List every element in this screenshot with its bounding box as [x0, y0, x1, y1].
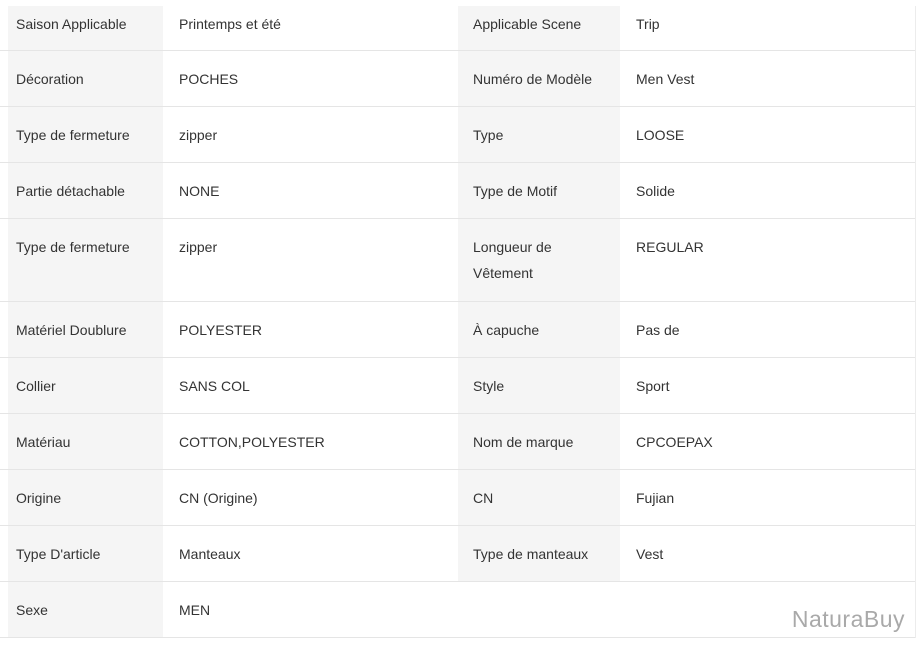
spec-label: Applicable Scene: [458, 6, 620, 50]
spec-label: Longueur de Vêtement: [458, 219, 620, 301]
spec-value: NONE: [179, 183, 220, 199]
spec-label: Type de fermeture: [8, 107, 163, 162]
spec-value: Pas de: [636, 322, 680, 338]
naturabuy-watermark: NaturaBuy: [791, 606, 905, 632]
spec-value: CN (Origine): [179, 490, 258, 506]
table-row: [0, 107, 915, 163]
spec-value: COTTON,POLYESTER: [179, 434, 325, 450]
spec-label: Type: [458, 107, 620, 162]
spec-label: Type de Motif: [458, 163, 620, 218]
table-row: [0, 51, 915, 107]
spec-label: Sexe: [8, 582, 163, 637]
spec-value: POLYESTER: [179, 322, 262, 338]
spec-label: Style: [458, 358, 620, 413]
spec-value: MEN: [179, 602, 211, 618]
table-row: [0, 6, 915, 51]
spec-label: Collier: [8, 358, 163, 413]
spec-label: Matériel Doublure: [8, 302, 163, 357]
spec-value: Trip: [636, 16, 660, 32]
spec-label: Numéro de Modèle: [458, 51, 620, 106]
spec-value: Men Vest: [636, 71, 695, 87]
spec-value: zipper: [179, 239, 218, 255]
spec-label: Type D'article: [8, 526, 163, 581]
spec-value: SANS COL: [179, 378, 250, 394]
spec-value: Solide: [636, 183, 675, 199]
spec-value: Sport: [636, 378, 670, 394]
spec-value: Manteaux: [179, 546, 241, 562]
spec-value: Fujian: [636, 490, 675, 506]
spec-label: Partie détachable: [8, 163, 163, 218]
table-row: [0, 470, 915, 526]
spec-label: À capuche: [458, 302, 620, 357]
spec-label: Saison Applicable: [8, 6, 163, 50]
table-row: [0, 163, 915, 219]
spec-value: CPCOEPAX: [636, 434, 713, 450]
spec-label: Matériau: [8, 414, 163, 469]
spec-value: Vest: [636, 546, 664, 562]
product-spec-table: [0, 6, 916, 638]
table-row: [0, 302, 915, 358]
table-row: [0, 358, 915, 414]
table-row: [0, 582, 915, 638]
spec-label: Nom de marque: [458, 414, 620, 469]
spec-value: POCHES: [179, 71, 239, 87]
spec-label: CN: [458, 470, 620, 525]
table-row: [0, 414, 915, 470]
spec-value: zipper: [179, 127, 218, 143]
spec-label: Type de fermeture: [8, 219, 163, 301]
table-row: [0, 219, 915, 302]
spec-label: Type de manteaux: [458, 526, 620, 581]
spec-value: LOOSE: [636, 127, 685, 143]
spec-label: Décoration: [8, 51, 163, 106]
spec-value: Printemps et été: [179, 16, 281, 32]
spec-label: Origine: [8, 470, 163, 525]
table-row: [0, 526, 915, 582]
spec-value: REGULAR: [636, 239, 704, 255]
